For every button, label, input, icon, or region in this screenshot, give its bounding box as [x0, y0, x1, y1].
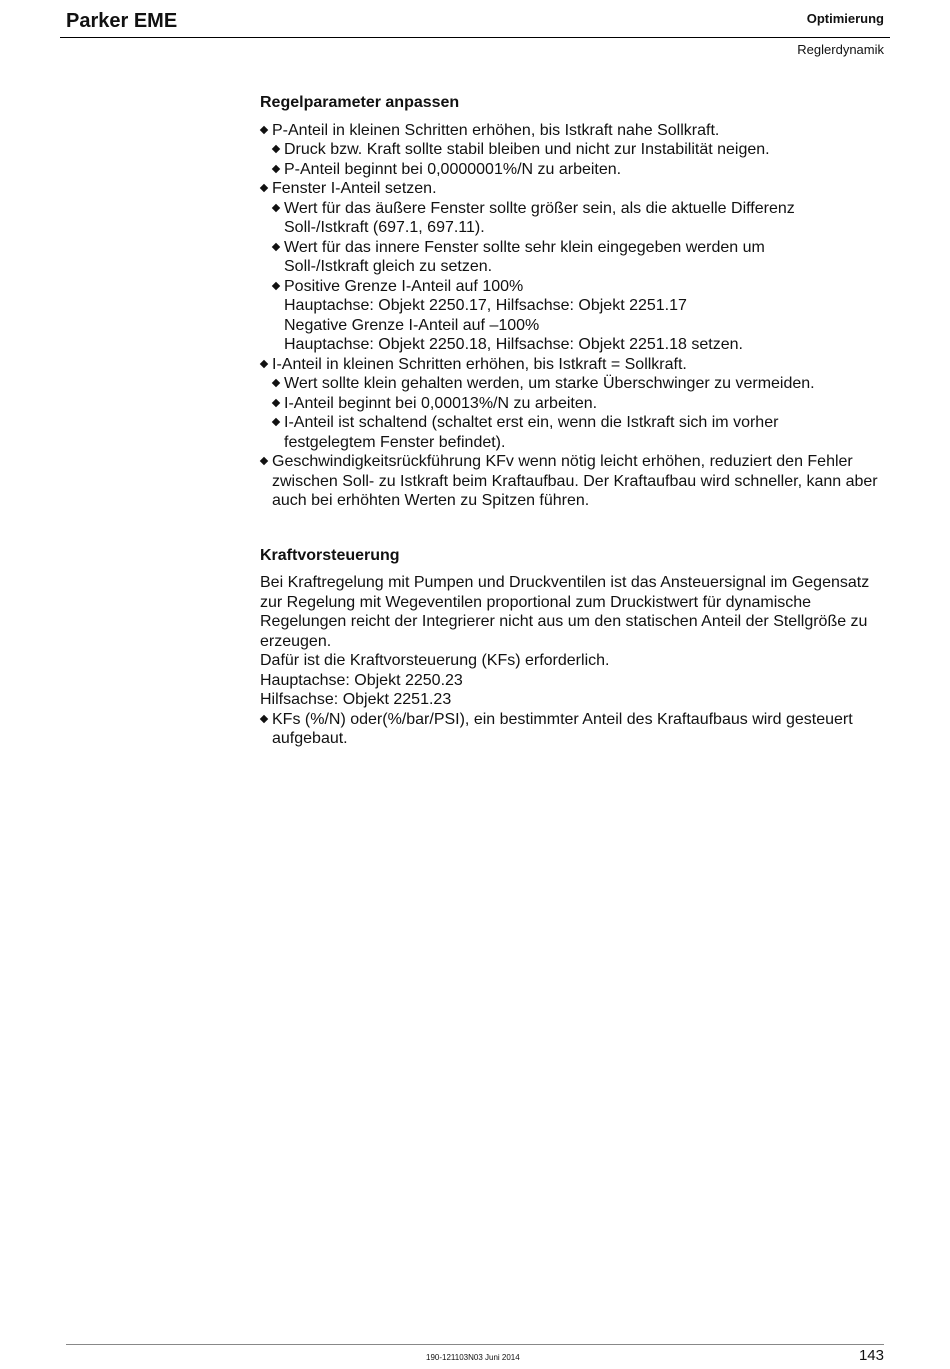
- diamond-bullet-icon: [260, 359, 268, 367]
- brand-title: Parker EME: [66, 10, 178, 32]
- bullet-item: Fenster I-Anteil setzen.: [260, 179, 880, 199]
- diamond-bullet-icon: [272, 418, 280, 426]
- continuation-line: Hauptachse: Objekt 2250.17, Hilfsachse: Objekt 2251.17: [284, 297, 687, 314]
- continuation-line: festgelegtem Fenster befindet).: [284, 433, 506, 451]
- bullet-item: P-Anteil in kleinen Schritten erhöhen, bis Istkraft nahe Sollkraft.: [260, 121, 880, 141]
- continuation-line: Soll-/Istkraft (697.1, 697.11).: [284, 219, 485, 236]
- paragraph-text: Bei Kraftregelung mit Pumpen und Druckventilen ist das Ansteuersignal im Gegensatz zur Regelung mit Wegeventilen proportional zum Druckistwert für dynamische Regelungen reicht der Integrierer nicht aus um den statischen Anteil der Stellgröße zu erzeugen.: [260, 574, 870, 650]
- sub-bullet-item: P-Anteil beginnt bei 0,0000001%/N zu arbeiten.: [260, 160, 880, 180]
- header-rule: [60, 37, 890, 38]
- footer-rule: [66, 1344, 884, 1345]
- sub-bullet-item: Wert für das innere Fenster sollte sehr klein eingegeben werden um: [260, 238, 880, 258]
- heading-kraftvorsteuerung: Kraftvorsteuerung: [260, 546, 400, 564]
- diamond-bullet-icon: [272, 164, 280, 172]
- continuation-line: Soll-/Istkraft gleich zu setzen.: [284, 258, 493, 275]
- continuation-line: Hauptachse: Objekt 2250.18, Hilfsachse: Objekt 2251.18 setzen.: [284, 336, 743, 353]
- text-line: Dafür ist die Kraftvorsteuerung (KFs) erforderlich.: [260, 652, 610, 669]
- continuation-line: Negative Grenze I-Anteil auf –100%: [284, 316, 540, 334]
- chapter-title: Optimierung: [806, 11, 884, 26]
- main-content: [260, 93, 880, 749]
- sub-bullet-item: I-Anteil ist schaltend (schaltet erst ein, wenn die Istkraft sich im vorher: [260, 413, 880, 433]
- bullet-item: Geschwindigkeitsrückführung KFv wenn nötig leicht erhöhen, reduziert den Fehler zwischen Soll- zu Istkraft beim Kraftaufbau. Der Kraftaufbau wird schneller, kann aber auch bei erhöhten Werten zu Spitzen führen.: [260, 452, 880, 511]
- bullet-item: I-Anteil in kleinen Schritten erhöhen, bis Istkraft = Sollkraft.: [260, 355, 880, 375]
- diamond-bullet-icon: [272, 242, 280, 250]
- section-title: Reglerdynamik: [797, 42, 884, 57]
- heading-regelparameter: Regelparameter anpassen: [260, 94, 460, 111]
- diamond-bullet-icon: [272, 281, 280, 289]
- document-number: 190-121103N03 Juni 2014: [426, 1353, 520, 1362]
- diamond-bullet-icon: [260, 125, 268, 133]
- sub-bullet-item: Druck bzw. Kraft sollte stabil bleiben und nicht zur Instabilität neigen.: [260, 140, 880, 160]
- diamond-bullet-icon: [272, 145, 280, 153]
- diamond-bullet-icon: [272, 203, 280, 211]
- diamond-bullet-icon: [260, 714, 268, 722]
- page-number: 143: [858, 1347, 884, 1364]
- sub-bullet-item: Positive Grenze I-Anteil auf 100%: [260, 277, 880, 297]
- sub-bullet-item: Wert sollte klein gehalten werden, um starke Überschwinger zu vermeiden.: [260, 374, 880, 394]
- sub-bullet-item: Wert für das äußere Fenster sollte größer sein, als die aktuelle Differenz: [260, 199, 880, 219]
- diamond-bullet-icon: [272, 398, 280, 406]
- diamond-bullet-icon: [260, 457, 268, 465]
- text-line: Hauptachse: Objekt 2250.23: [260, 671, 463, 689]
- sub-bullet-item: I-Anteil beginnt bei 0,00013%/N zu arbeiten.: [260, 394, 880, 414]
- bullet-item: KFs (%/N) oder(%/bar/PSI), ein bestimmter Anteil des Kraftaufbaus wird gesteuert aufgebaut.: [260, 710, 880, 749]
- diamond-bullet-icon: [260, 184, 268, 192]
- text-line: Hilfsachse: Objekt 2251.23: [260, 691, 452, 708]
- diamond-bullet-icon: [272, 379, 280, 387]
